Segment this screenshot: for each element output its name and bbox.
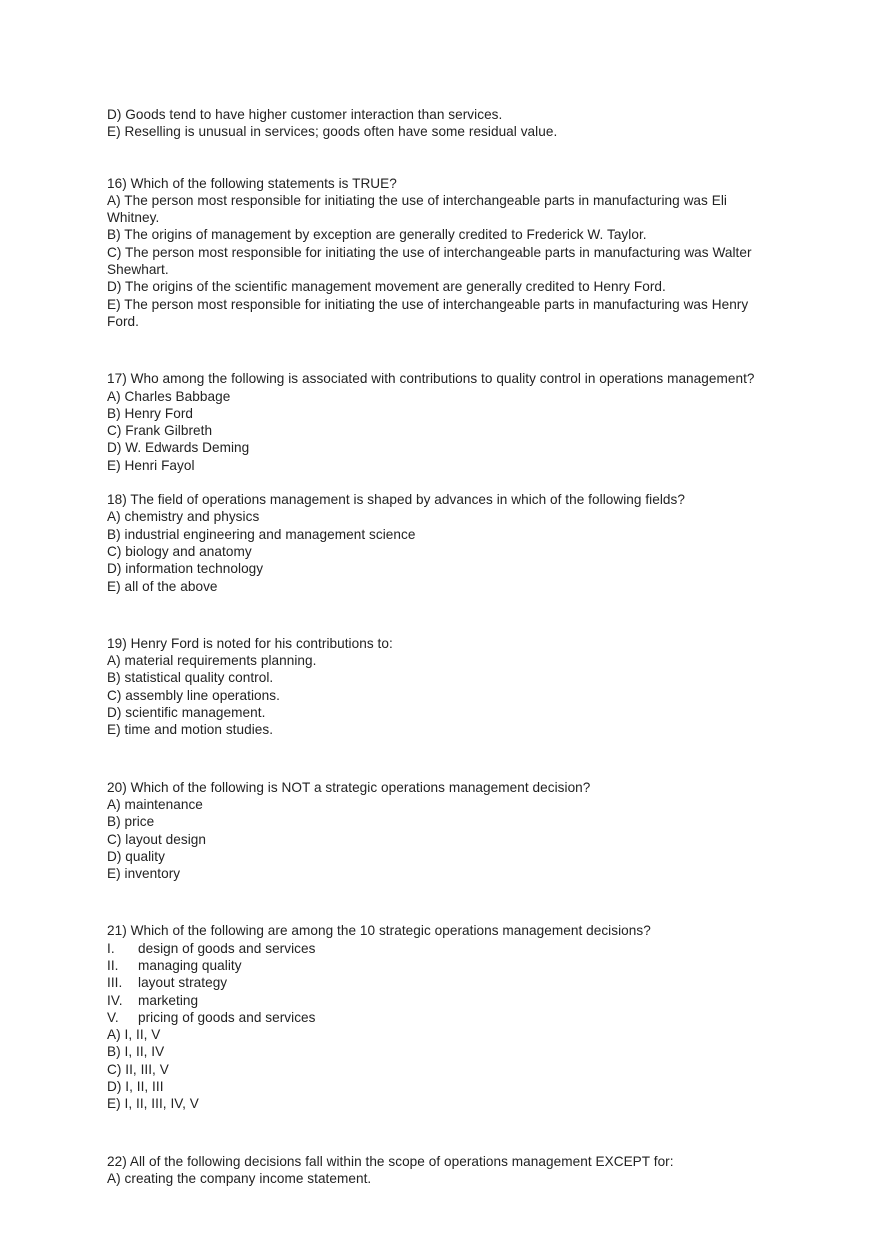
roman-item-iv: [107, 992, 772, 1009]
roman-numeral: IV.: [107, 992, 123, 1008]
block-spacer: [107, 1113, 772, 1153]
question-19: [107, 635, 772, 739]
choice-d: D) I, II, III: [107, 1079, 164, 1095]
choice-d: D) scientific management.: [107, 705, 266, 721]
roman-item-ii: [107, 957, 772, 974]
page-text-column: [107, 106, 772, 1187]
roman-item-text: design of goods and services: [138, 940, 316, 956]
choice-a: A) creating the company income statement.: [107, 1170, 372, 1186]
continued-choices-block: [107, 106, 772, 141]
choice-c: C) II, III, V: [107, 1061, 169, 1077]
roman-numeral: V.: [107, 1009, 119, 1025]
roman-numeral: II.: [107, 957, 119, 973]
choice-b: B) price: [107, 814, 155, 830]
block-spacer: [107, 595, 772, 635]
choice-a: A) The person most responsible for initiating the use of interchangeable parts in manufacturing was Eli Whitney.: [107, 192, 731, 226]
choice-a: A) material requirements planning.: [107, 653, 317, 669]
question-17: [107, 370, 772, 474]
block-spacer: [107, 474, 772, 491]
question-stem: 16) Which of the following statements is TRUE?: [107, 175, 397, 191]
block-spacer: [107, 141, 772, 175]
choice-d: D) information technology: [107, 561, 264, 577]
choice-e: E) all of the above: [107, 578, 218, 594]
question-20: [107, 779, 772, 883]
question-stem: 19) Henry Ford is noted for his contributions to:: [107, 635, 393, 651]
choice-b: B) industrial engineering and management science: [107, 526, 416, 542]
roman-numeral: III.: [107, 975, 123, 991]
question-stem: 22) All of the following decisions fall within the scope of operations management EXCEPT for:: [107, 1153, 674, 1169]
question-stem: 20) Which of the following is NOT a strategic operations management decision?: [107, 779, 591, 795]
choice-e: E) The person most responsible for initiating the use of interchangeable parts in manufacturing was Henry Ford.: [107, 296, 753, 329]
choice-c: C) assembly line operations.: [107, 687, 280, 703]
choice-b: B) I, II, IV: [107, 1044, 165, 1060]
roman-item-v: [107, 1009, 772, 1026]
roman-item-i: [107, 940, 772, 957]
question-stem: 18) The field of operations management is shaped by advances in which of the following fields?: [107, 492, 685, 508]
choice-d: D) W. Edwards Deming: [107, 440, 250, 456]
choice-e: E) inventory: [107, 866, 181, 882]
choice-line: E) Reselling is unusual in services; goods often have some residual value.: [107, 124, 558, 140]
block-spacer: [107, 739, 772, 779]
choice-d: D) quality: [107, 848, 165, 864]
question-21: [107, 922, 772, 1112]
choice-e: E) I, II, III, IV, V: [107, 1096, 199, 1112]
choice-b: B) statistical quality control.: [107, 670, 274, 686]
roman-item-text: managing quality: [138, 957, 242, 973]
choice-a: A) maintenance: [107, 796, 203, 812]
roman-item-iii: [107, 974, 772, 991]
question-stem: 21) Which of the following are among the 10 strategic operations management decisions?: [107, 923, 651, 939]
question-18: [107, 491, 772, 595]
roman-item-text: pricing of goods and services: [138, 1009, 316, 1025]
choice-c: C) The person most responsible for initiating the use of interchangeable parts in manufacturing was Walter Shewhart.: [107, 244, 756, 278]
question-16: [107, 175, 772, 331]
roman-item-text: marketing: [138, 992, 199, 1008]
choice-a: A) I, II, V: [107, 1027, 161, 1043]
choice-e: E) time and motion studies.: [107, 722, 274, 738]
choice-c: C) biology and anatomy: [107, 543, 252, 559]
choice-line: D) Goods tend to have higher customer interaction than services.: [107, 107, 503, 122]
block-spacer: [107, 882, 772, 922]
question-stem: 17) Who among the following is associated with contributions to quality control in operations management?: [107, 371, 755, 387]
roman-numeral: I.: [107, 940, 115, 956]
choice-e: E) Henri Fayol: [107, 457, 195, 473]
choice-a: A) Charles Babbage: [107, 388, 231, 404]
choice-c: C) Frank Gilbreth: [107, 423, 213, 439]
roman-item-text: layout strategy: [138, 975, 228, 991]
choice-c: C) layout design: [107, 831, 207, 847]
choice-a: A) chemistry and physics: [107, 509, 260, 525]
question-22: [107, 1153, 772, 1188]
choice-b: B) Henry Ford: [107, 405, 194, 421]
choice-d: D) The origins of the scientific management movement are generally credited to Henry Ford.: [107, 279, 666, 295]
block-spacer: [107, 330, 772, 370]
choice-b: B) The origins of management by exception are generally credited to Frederick W. Taylor.: [107, 227, 647, 243]
